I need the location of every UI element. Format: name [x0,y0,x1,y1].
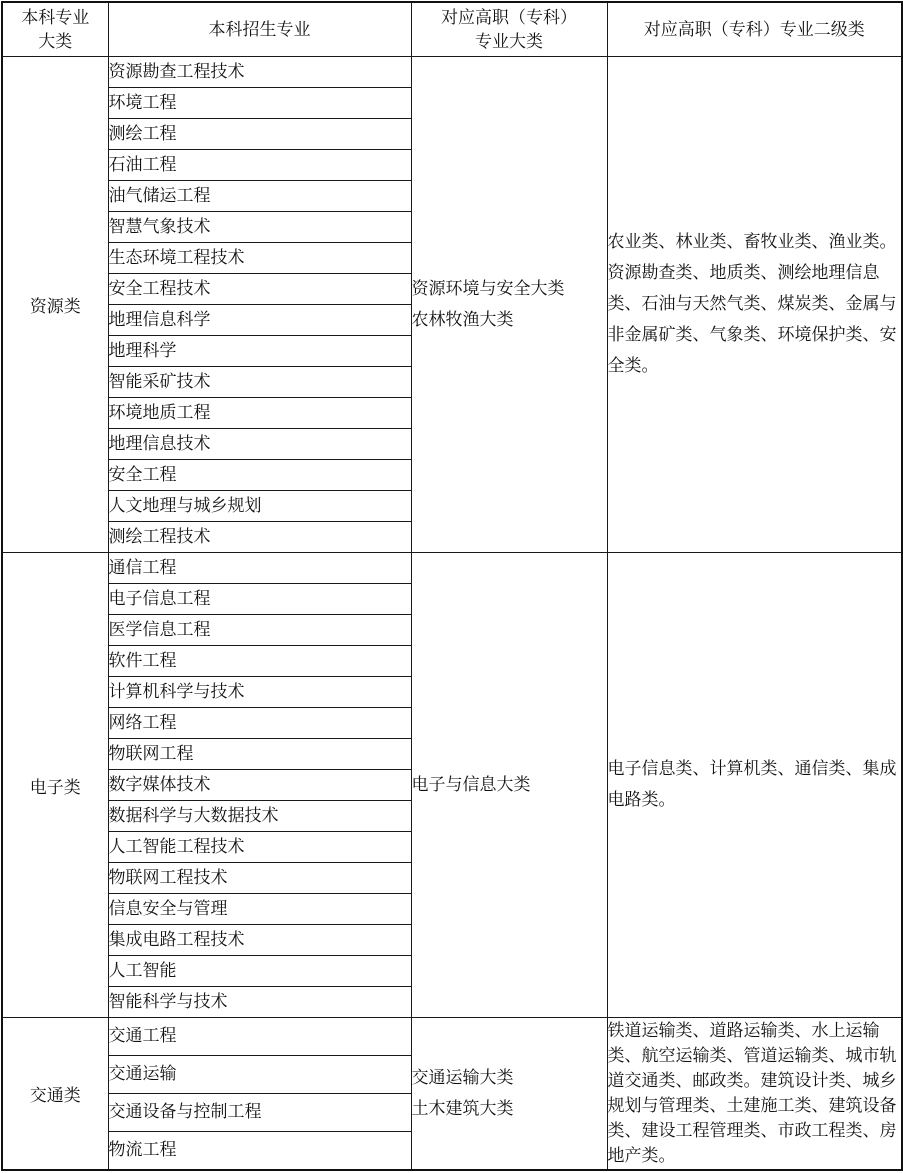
header-undergrad-major [108,2,411,57]
undergrad-major-cell: 智能科学与技术 [108,987,411,1018]
table-row [2,553,902,584]
undergrad-major-cell: 环境工程 [108,88,411,119]
undergrad-category-cell: 电子类 [2,553,108,1018]
undergrad-major-cell: 智慧气象技术 [108,212,411,243]
page [1,1,903,1171]
undergrad-major-cell: 油气储运工程 [108,181,411,212]
undergrad-major-cell: 人工智能 [108,956,411,987]
table-row [2,57,902,88]
undergrad-major-cell: 物联网工程 [108,739,411,770]
undergrad-major-cell: 安全工程技术 [108,274,411,305]
gaozhi-major-category-cell [411,57,607,553]
header-text: 本科招生专业 [208,19,311,40]
undergrad-major-cell: 环境地质工程 [108,398,411,429]
gaozhi-major-category: 资源环境与安全大类 [411,278,565,299]
gaozhi-sub-category-cell: 电子信息类、计算机类、通信类、集成电路类。 [607,553,902,1018]
undergrad-major-cell: 数据科学与大数据技术 [108,801,411,832]
undergrad-major-cell: 测绘工程 [108,119,411,150]
gaozhi-sub-category-cell: 农业类、林业类、畜牧业类、渔业类。资源勘查类、地质类、测绘地理信息类、石油与天然气类、煤炭类、金属与非金属矿类、气象类、环境保护类、安全类。 [607,57,902,553]
header-gaozhi-major-category [411,2,607,57]
header-text: 大类 [38,31,73,52]
undergrad-major-cell: 人文地理与城乡规划 [108,491,411,522]
undergrad-major-cell: 数字媒体技术 [108,770,411,801]
gaozhi-major-category: 农林牧渔大类 [411,309,514,330]
undergrad-major-cell: 网络工程 [108,708,411,739]
undergrad-category-cell: 资源类 [2,57,108,553]
undergrad-major-cell: 人工智能工程技术 [108,832,411,863]
table-row [2,1018,902,1056]
undergrad-major-cell: 地理科学 [108,336,411,367]
undergrad-major-cell: 安全工程 [108,460,411,491]
major-mapping-table [1,1,903,1171]
undergrad-major-cell: 物流工程 [108,1132,411,1171]
undergrad-major-cell: 集成电路工程技术 [108,925,411,956]
gaozhi-major-category-cell [411,553,607,1018]
undergrad-major-cell: 资源勘查工程技术 [108,57,411,88]
undergrad-major-cell: 交通工程 [108,1018,411,1056]
gaozhi-major-category: 土木建筑大类 [411,1098,514,1119]
header-text: 本科专业 [21,7,90,28]
undergrad-category-cell: 交通类 [2,1018,108,1171]
undergrad-major-cell: 石油工程 [108,150,411,181]
undergrad-major-cell: 测绘工程技术 [108,522,411,553]
header-text: 对应高职（专科）专业二级类 [643,19,865,40]
undergrad-major-cell: 信息安全与管理 [108,894,411,925]
undergrad-major-cell: 通信工程 [108,553,411,584]
undergrad-major-cell: 地理信息科学 [108,305,411,336]
gaozhi-major-category: 电子与信息大类 [411,774,531,795]
gaozhi-major-category: 交通运输大类 [411,1067,514,1088]
gaozhi-sub-category-cell: 铁道运输类、道路运输类、水上运输类、航空运输类、管道运输类、城市轨道交通类、邮政类。建筑设计类、城乡规划与管理类、土建施工类、建筑设备类、建设工程管理类、市政工程类、房地产类。 [607,1018,902,1171]
undergrad-major-cell: 智能采矿技术 [108,367,411,398]
undergrad-major-cell: 计算机科学与技术 [108,677,411,708]
header-undergrad-category [2,2,108,57]
undergrad-major-cell: 软件工程 [108,646,411,677]
undergrad-major-cell: 生态环境工程技术 [108,243,411,274]
header-row [2,2,902,57]
undergrad-major-cell: 电子信息工程 [108,584,411,615]
header-gaozhi-sub-category [607,2,902,57]
undergrad-major-cell: 交通设备与控制工程 [108,1094,411,1132]
undergrad-major-cell: 物联网工程技术 [108,863,411,894]
gaozhi-major-category-cell [411,1018,607,1171]
header-text: 专业大类 [475,31,543,52]
header-text: 对应高职（专科） [441,7,577,28]
undergrad-major-cell: 医学信息工程 [108,615,411,646]
table-body [2,57,902,1171]
undergrad-major-cell: 交通运输 [108,1056,411,1094]
undergrad-major-cell: 地理信息技术 [108,429,411,460]
